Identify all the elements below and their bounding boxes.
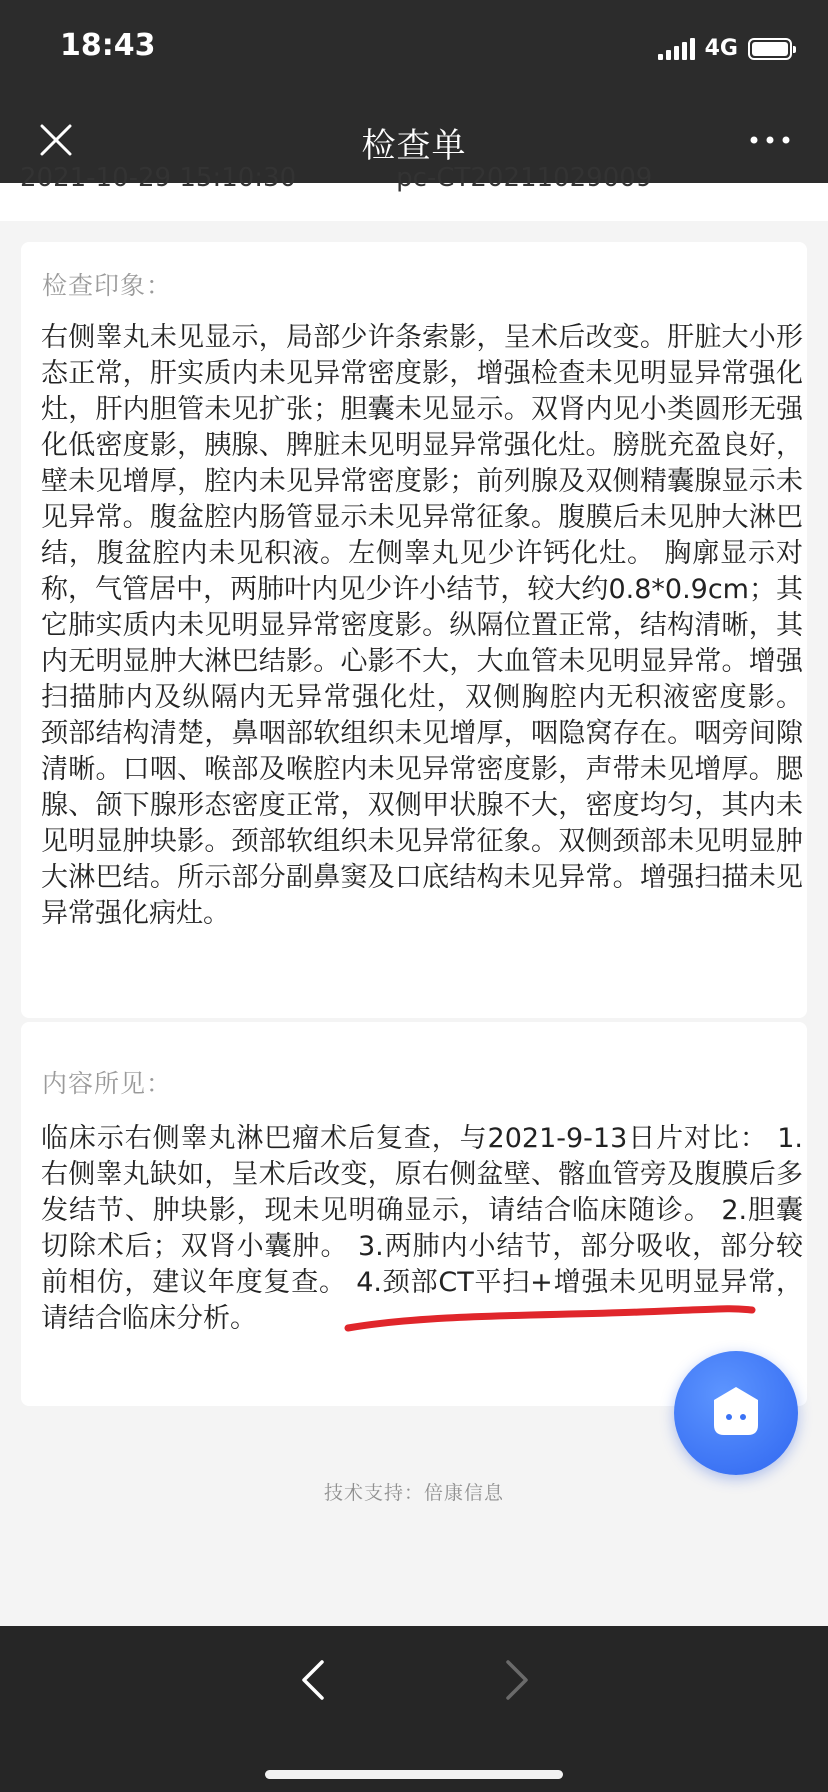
impression-text: 右侧睾丸未见显示，局部少许条索影，呈术后改变。肝脏大小形态正常，肝实质内未见异常密度影，增强检查未见明显异常强化灶，肝内胆管未见扩张；胆囊未见显示。双肾内见小类圆形无强化低密度影，胰腺、脾脏未见明显异常强化灶。膀胱充盈良好，壁未见增厚，腔内未见异常密度影；前列腺及双侧精囊腺显示未见异常。腹盆腔内肠管显示未见异常征象。腹膜后未见肿大淋巴结，腹盆腔内未见积液。左侧睾丸见少许钙化灶。 胸廓显示对称，气管居中，两肺叶内见少许小结节，较大约0.8*0.9cm；其它肺实质内未见明显异常密度影。纵隔位置正常，结构清晰，其内无明显肿大淋巴结影。心影不大，大血管未见明显异常。增强扫描肺内及纵隔内无异常强化灶，双侧胸腔内无积液密度影。 颈部结构清楚，鼻咽部软组织未见增厚，咽隐窝存在。咽旁间隙清晰。口咽、喉部及喉腔内未见异常密度影，声带未见增厚。腮腺、颌下腺形态密度正常，双侧甲状腺不大，密度均匀，其内未见明显肿块影。颈部软组织未见异常征象。双侧颈部未见明显肿大淋巴结。所示部分副鼻窦及口底结构未见异常。增强扫描未见异常强化病灶。 [41,322,803,929]
bottom-toolbar [0,1626,828,1792]
more-icon [748,126,792,154]
network-type: 4G [704,36,738,61]
forward-button[interactable] [500,1656,534,1704]
signal-icon [658,38,695,60]
impression-title: 检查印象： [42,271,173,300]
home-indicator [265,1770,563,1779]
chevron-left-icon [296,1656,330,1704]
floating-chat-button[interactable] [674,1351,798,1475]
battery-icon [748,38,792,60]
clipped-datetime: 2021-10-29 15:10:30 [20,163,297,193]
page-title: 检查单 [361,126,467,166]
chat-bubble-icon [704,1381,768,1445]
clipped-exam-id: pc-CT20211029009 [396,163,653,193]
chevron-right-icon [500,1656,534,1704]
status-time: 18:43 [60,28,156,63]
top-bar [0,0,828,183]
more-button[interactable] [748,126,792,154]
tech-support-text: 技术支持：倍康信息 [323,1482,504,1504]
findings-card [21,1022,807,1406]
status-indicators [658,36,792,61]
findings-text: 临床示右侧睾丸淋巴瘤术后复查，与2021-9-13日片对比： 1.右侧睾丸缺如，呈术后改变，原右侧盆壁、髂血管旁及腹膜后多发结节、肿块影，现未见明确显示，请结合临床随诊。 2.胆囊切除术后；双肾小囊肿。 3.两肺内小结节，部分吸收，部分较前相仿，建议年度复查。 4.颈部CT平扫+增强未见明显异常，请结合临床分析。 [41,1123,803,1334]
clipped-info-row [0,163,828,221]
back-button[interactable] [296,1656,330,1704]
findings-title: 内容所见： [42,1069,173,1098]
impression-card [21,242,807,1018]
